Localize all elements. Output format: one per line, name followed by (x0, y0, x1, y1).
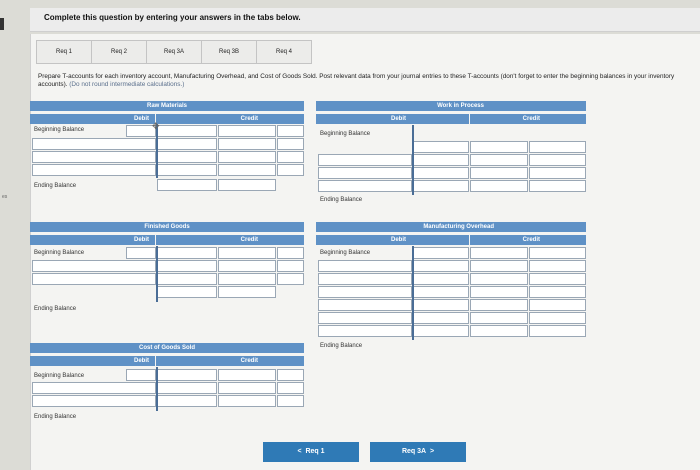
finished-goods-debit-account-input[interactable] (32, 260, 156, 272)
raw-materials-credit-amount-input[interactable] (218, 151, 276, 163)
manufacturing-overhead-credit-amount-input[interactable] (529, 312, 586, 324)
work-in-process-credit-amount-input[interactable] (529, 167, 586, 179)
finished-goods-credit-header: Credit (156, 235, 304, 245)
cost-of-goods-sold-credit-header: Credit (156, 356, 304, 366)
raw-materials-debit-account-input[interactable] (32, 151, 156, 163)
manufacturing-overhead-credit-amount-input[interactable] (529, 273, 586, 285)
cost-of-goods-sold-credit-account-input[interactable] (277, 369, 304, 381)
finished-goods-credit-account-input[interactable] (277, 273, 304, 285)
work-in-process-debit-account-input[interactable] (318, 180, 412, 192)
raw-materials-debit-amount-input[interactable] (157, 164, 217, 176)
next-req-button[interactable] (370, 442, 466, 462)
finished-goods-credit-amount-input[interactable] (218, 286, 276, 298)
tab-req-4[interactable]: Req 4 (256, 40, 312, 64)
t-account-finished-goods (30, 222, 304, 318)
manufacturing-overhead-debit-amount-input[interactable] (470, 325, 528, 337)
cost-of-goods-sold-debit-account-input[interactable] (32, 395, 156, 407)
work-in-process-debit-amount-input[interactable] (470, 154, 528, 166)
work-in-process-title: Work in Process (316, 101, 586, 111)
prompt-note: (Do not round intermediate calculations.) (69, 81, 185, 88)
raw-materials-title: Raw Materials (30, 101, 304, 111)
finished-goods-t-divider (156, 246, 158, 302)
tab-req-3b[interactable]: Req 3B (201, 40, 257, 64)
cost-of-goods-sold-ending-balance-label: Ending Balance (34, 414, 77, 420)
cost-of-goods-sold-title: Cost of Goods Sold (30, 343, 304, 353)
side-marker: es (2, 194, 8, 200)
manufacturing-overhead-debit-account-input[interactable] (318, 273, 412, 285)
work-in-process-credit-amount-input[interactable] (529, 154, 586, 166)
work-in-process-debit-amount-input[interactable] (413, 180, 469, 192)
work-in-process-ending-balance-label: Ending Balance (320, 197, 363, 203)
question-prompt (38, 73, 688, 89)
prev-req-label: Req 1 (305, 448, 325, 455)
manufacturing-overhead-debit-account-input[interactable] (318, 260, 412, 272)
work-in-process-debit-account-input[interactable] (318, 167, 412, 179)
manufacturing-overhead-credit-amount-input[interactable] (529, 260, 586, 272)
work-in-process-debit-amount-input[interactable] (470, 180, 528, 192)
manufacturing-overhead-debit-amount-input[interactable] (413, 312, 469, 324)
finished-goods-debit-amount-input[interactable] (157, 273, 217, 285)
finished-goods-beginning-balance-label: Beginning Balance (34, 250, 85, 256)
cost-of-goods-sold-debit-amount-input[interactable] (157, 382, 217, 394)
manufacturing-overhead-debit-amount-input[interactable] (470, 312, 528, 324)
manufacturing-overhead-debit-account-input[interactable] (318, 312, 412, 324)
manufacturing-overhead-debit-header: Debit (316, 235, 469, 245)
finished-goods-ending-balance-label: Ending Balance (34, 306, 77, 312)
cost-of-goods-sold-credit-amount-input[interactable] (218, 369, 276, 381)
finished-goods-debit-header: Debit (30, 235, 155, 245)
raw-materials-credit-amount-input[interactable] (218, 164, 276, 176)
prev-req-button[interactable] (263, 442, 359, 462)
raw-materials-credit-header: Credit (156, 114, 304, 124)
raw-materials-ending-balance-label: Ending Balance (34, 183, 77, 189)
finished-goods-debit-amount-input[interactable] (126, 247, 156, 259)
manufacturing-overhead-debit-amount-input[interactable] (413, 273, 469, 285)
work-in-process-credit-header: Credit (470, 114, 586, 124)
raw-materials-debit-amount-input[interactable] (157, 138, 217, 150)
tab-req-3a[interactable]: Req 3A (146, 40, 202, 64)
raw-materials-beginning-balance-label: Beginning Balance (34, 127, 85, 133)
raw-materials-credit-account-input[interactable] (277, 164, 304, 176)
manufacturing-overhead-credit-amount-input[interactable] (529, 299, 586, 311)
instruction-text: Complete this question by entering your answers in the tabs below. (44, 13, 301, 22)
cost-of-goods-sold-debit-amount-input[interactable] (126, 369, 156, 381)
finished-goods-credit-account-input[interactable] (277, 260, 304, 272)
work-in-process-credit-amount-input[interactable] (529, 180, 586, 192)
instruction-bar (30, 8, 700, 32)
raw-materials-debit-amount-input[interactable] (157, 151, 217, 163)
finished-goods-credit-amount-input[interactable] (218, 247, 276, 259)
finished-goods-credit-account-input[interactable] (277, 247, 304, 259)
manufacturing-overhead-debit-amount-input[interactable] (470, 273, 528, 285)
chevron-left-icon: < (297, 448, 302, 455)
manufacturing-overhead-debit-account-input[interactable] (318, 325, 412, 337)
manufacturing-overhead-title: Manufacturing Overhead (316, 222, 586, 232)
work-in-process-credit-amount-input[interactable] (529, 141, 586, 153)
manufacturing-overhead-debit-amount-input[interactable] (470, 299, 528, 311)
work-in-process-debit-amount-input[interactable] (413, 141, 469, 153)
raw-materials-credit-amount-input[interactable] (218, 125, 276, 137)
prompt-text: Prepare T-accounts for each inventory account, Manufacturing Overhead, and Cost of Goods Sold. Post relevant data from your journal entries to these T-accounts (don't forget to enter the beginning balances in your inventory accounts). (38, 73, 675, 88)
cost-of-goods-sold-beginning-balance-label: Beginning Balance (34, 373, 85, 379)
raw-materials-debit-account-input[interactable] (32, 164, 156, 176)
finished-goods-credit-amount-input[interactable] (218, 273, 276, 285)
manufacturing-overhead-debit-amount-input[interactable] (413, 247, 469, 259)
work-in-process-t-divider (412, 125, 414, 195)
cost-of-goods-sold-credit-amount-input[interactable] (218, 382, 276, 394)
work-in-process-debit-header: Debit (316, 114, 469, 124)
cost-of-goods-sold-credit-amount-input[interactable] (218, 395, 276, 407)
manufacturing-overhead-credit-amount-input[interactable] (529, 325, 586, 337)
finished-goods-debit-amount-input[interactable] (157, 247, 217, 259)
manufacturing-overhead-debit-account-input[interactable] (318, 299, 412, 311)
raw-materials-t-divider (156, 124, 158, 178)
manufacturing-overhead-debit-amount-input[interactable] (470, 286, 528, 298)
raw-materials-ending-balance-input[interactable] (157, 179, 217, 191)
t-account-manufacturing-overhead (316, 222, 586, 352)
cost-of-goods-sold-credit-account-input[interactable] (277, 382, 304, 394)
tab-req-2[interactable]: Req 2 (91, 40, 147, 64)
manufacturing-overhead-debit-amount-input[interactable] (413, 325, 469, 337)
work-in-process-debit-account-input[interactable] (318, 154, 412, 166)
manufacturing-overhead-credit-amount-input[interactable] (529, 247, 586, 259)
manufacturing-overhead-debit-amount-input[interactable] (413, 299, 469, 311)
work-in-process-debit-amount-input[interactable] (413, 154, 469, 166)
raw-materials-debit-amount-input[interactable] (157, 125, 217, 137)
work-in-process-debit-amount-input[interactable] (470, 167, 528, 179)
finished-goods-title: Finished Goods (30, 222, 304, 232)
cost-of-goods-sold-debit-amount-input[interactable] (157, 369, 217, 381)
work-in-process-debit-amount-input[interactable] (413, 167, 469, 179)
chevron-right-icon: > (429, 448, 435, 455)
raw-materials-credit-account-input[interactable] (277, 151, 304, 163)
work-in-process-debit-amount-input[interactable] (470, 141, 528, 153)
raw-materials-debit-account-input[interactable] (32, 138, 156, 150)
manufacturing-overhead-debit-amount-input[interactable] (413, 286, 469, 298)
finished-goods-debit-amount-input[interactable] (157, 286, 217, 298)
mouse-cursor-icon: ✥ (152, 121, 160, 131)
next-req-label: Req 3A (401, 448, 427, 455)
manufacturing-overhead-debit-amount-input[interactable] (470, 247, 528, 259)
finished-goods-debit-account-input[interactable] (32, 273, 156, 285)
t-account-cost-of-goods-sold (30, 343, 304, 425)
cost-of-goods-sold-credit-account-input[interactable] (277, 395, 304, 407)
raw-materials-ending-balance-input[interactable] (218, 179, 276, 191)
cost-of-goods-sold-debit-amount-input[interactable] (157, 395, 217, 407)
manufacturing-overhead-ending-balance-label: Ending Balance (320, 343, 363, 349)
raw-materials-credit-amount-input[interactable] (218, 138, 276, 150)
cost-of-goods-sold-t-divider (156, 367, 158, 411)
manufacturing-overhead-debit-amount-input[interactable] (413, 260, 469, 272)
cost-of-goods-sold-debit-header: Debit (30, 356, 155, 366)
work-in-process-beginning-balance-label: Beginning Balance (320, 131, 371, 137)
raw-materials-debit-header: Debit (30, 114, 155, 124)
manufacturing-overhead-credit-header: Credit (470, 235, 586, 245)
manufacturing-overhead-debit-amount-input[interactable] (470, 260, 528, 272)
manufacturing-overhead-beginning-balance-label: Beginning Balance (320, 250, 371, 256)
manufacturing-overhead-debit-account-input[interactable] (318, 286, 412, 298)
manufacturing-overhead-credit-amount-input[interactable] (529, 286, 586, 298)
raw-materials-credit-account-input[interactable] (277, 138, 304, 150)
finished-goods-credit-amount-input[interactable] (218, 260, 276, 272)
finished-goods-debit-amount-input[interactable] (157, 260, 217, 272)
manufacturing-overhead-t-divider (412, 246, 414, 340)
t-account-raw-materials (30, 101, 304, 193)
left-edge-marker (0, 18, 4, 30)
cost-of-goods-sold-debit-account-input[interactable] (32, 382, 156, 394)
t-account-work-in-process (316, 101, 586, 211)
raw-materials-credit-account-input[interactable] (277, 125, 304, 137)
tab-req-1[interactable]: Req 1 (36, 40, 92, 64)
